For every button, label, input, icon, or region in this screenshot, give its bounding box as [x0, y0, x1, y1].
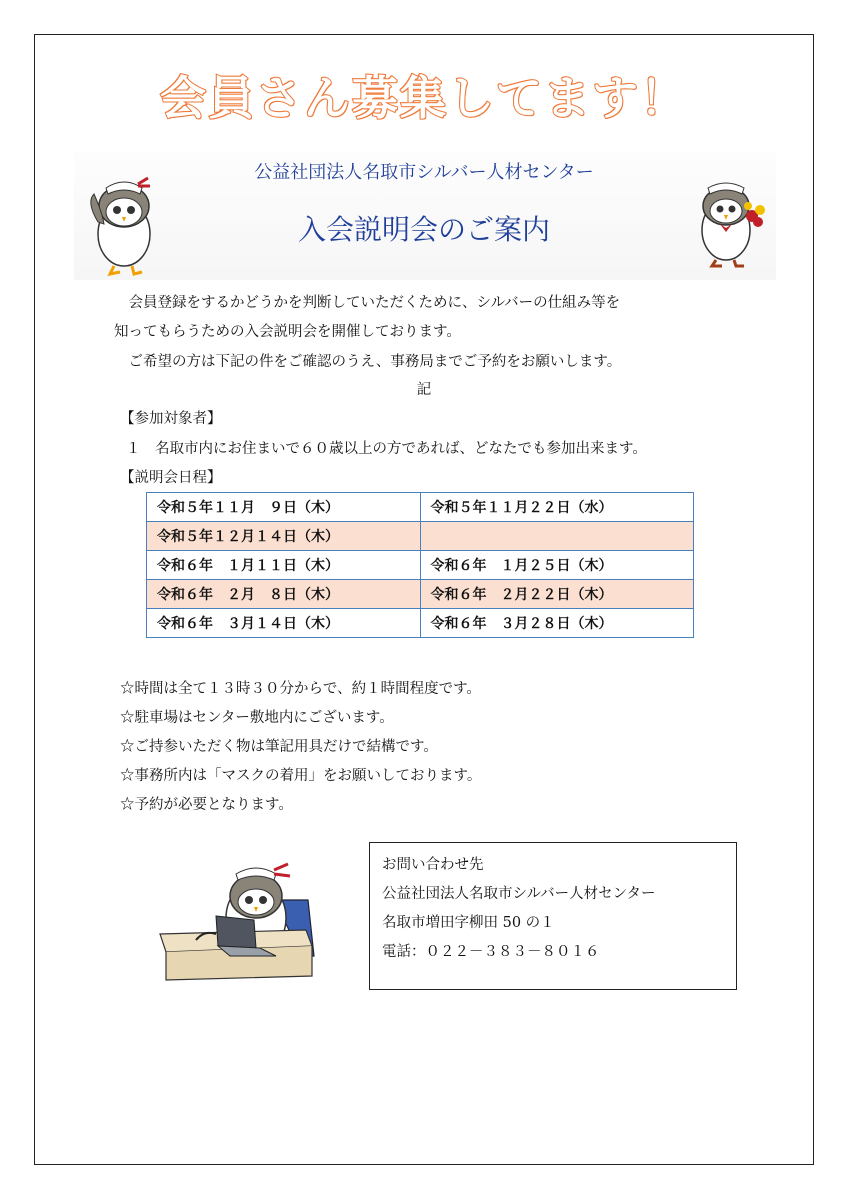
schedule-date: 令和５年１１月２２日（水） [420, 493, 694, 522]
page-subtitle: 入会説明会のご案内 [297, 213, 550, 246]
target-heading: 【参加対象者】 [120, 411, 222, 427]
note-item: ☆時間は全て１３時３０分からで、約１時間程度です。 [120, 681, 481, 697]
note-item: ☆ご持参いただく物は筆記用具だけで結構です。 [120, 739, 438, 755]
schedule-row [147, 522, 694, 551]
schedule-date: 令和６年 ３月１４日（木） [147, 609, 421, 638]
note-item: ☆事務所内は「マスクの着用」をお願いしております。 [120, 768, 482, 784]
schedule-table [146, 492, 694, 638]
schedule-heading: 【説明会日程】 [120, 470, 222, 486]
schedule-date: 令和６年 ２月 ８日（木） [147, 580, 421, 609]
intro-line-2: 知ってもらうための入会説明会を開催しております。 [114, 324, 461, 340]
contact-label: お問い合わせ先 [382, 857, 484, 873]
contact-phone: 電話：０２２－３８３－８０１６ [382, 944, 600, 960]
target-item: １ 名取市内にお住まいで６０歳以上の方であれば、どなたでも参加出来ます。 [126, 441, 647, 457]
intro-line-1: 会員登録をするかどうかを判断していただくために、シルバーの仕組み等を [114, 295, 621, 311]
headline: 会員さん募集してます！ [160, 71, 688, 125]
schedule-date: 令和５年１１月 ９日（木） [147, 493, 421, 522]
intro-line-3: ご希望の方は下記の件をご確認のうえ、事務局までご予約をお願いします。 [114, 354, 622, 370]
note-item: ☆予約が必要となります。 [120, 797, 293, 813]
owl-laptop-illustration [156, 860, 320, 986]
note-item: ☆駐車場はセンター敷地内にございます。 [120, 710, 394, 726]
schedule-row [147, 493, 694, 522]
schedule-date: 令和６年 ３月２８日（木） [420, 609, 694, 638]
schedule-date [420, 522, 694, 551]
contact-box [369, 842, 737, 990]
schedule-row [147, 609, 694, 638]
contact-address: 名取市増田字柳田 50 の１ [382, 915, 555, 931]
schedule-row [147, 551, 694, 580]
ki-heading: 記 [416, 382, 432, 398]
schedule-date: 令和６年 １月２５日（木） [420, 551, 694, 580]
contact-org: 公益社団法人名取市シルバー人材センター [382, 886, 656, 902]
schedule-date: 令和６年 ２月２２日（木） [420, 580, 694, 609]
schedule-date: 令和５年１２月１４日（木） [147, 522, 421, 551]
schedule-date: 令和６年 １月１１日（木） [147, 551, 421, 580]
organization-name: 公益社団法人名取市シルバー人材センター [254, 162, 594, 183]
schedule-row [147, 580, 694, 609]
